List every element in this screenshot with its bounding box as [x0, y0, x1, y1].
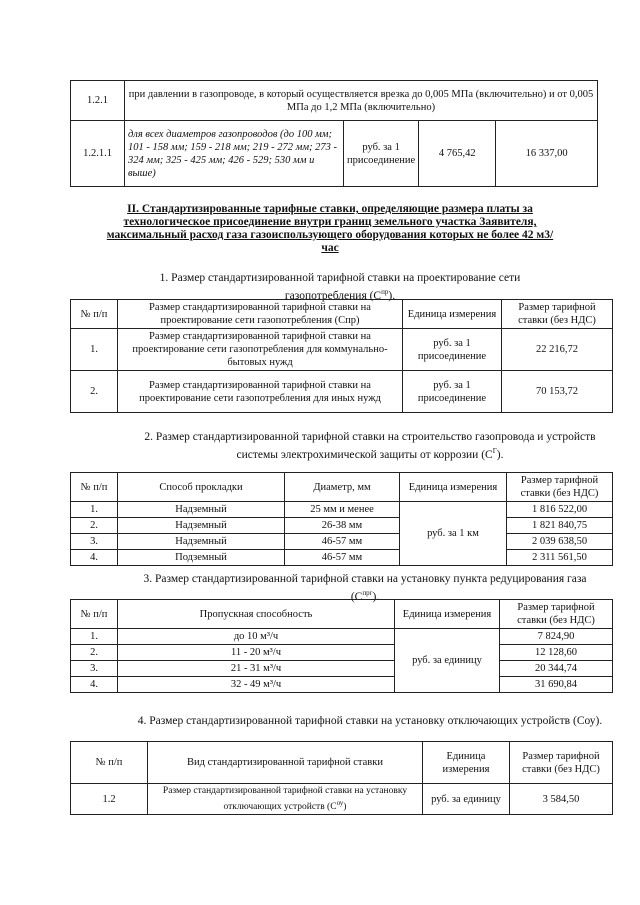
col-header-unit: Единица измерения — [423, 742, 510, 784]
table1-heading: 1. Размер стандартизированной тарифной ставки на проектирование сети газопотребления $(С^{пр})$. — [159, 272, 521, 302]
tariff-table-construction — [70, 472, 613, 566]
rate-cell: 2 039 638,50 — [507, 534, 613, 550]
rate-cell: 20 344,74 — [500, 661, 613, 677]
diameter-cell: 46-57 мм — [285, 550, 400, 566]
table-row — [71, 550, 613, 566]
col-header-num: № п/п — [71, 600, 118, 629]
col-header-rate: Размер тарифной ставки (без НДС) — [500, 600, 613, 629]
col-header-unit: Единица измерения — [395, 600, 500, 629]
col-header-type: Вид стандартизированной тарифной ставки — [148, 742, 423, 784]
row-number: 1.2 — [71, 784, 148, 815]
unit-cell: руб. за единицу — [395, 629, 500, 693]
capacity-cell: до 10 м³/ч — [118, 629, 395, 645]
row-number: 1. — [71, 502, 118, 518]
row-number: 3. — [71, 534, 118, 550]
table-row — [71, 661, 613, 677]
table-row — [71, 629, 613, 645]
row-number: 1. — [71, 629, 118, 645]
row-number: 2. — [71, 645, 118, 661]
table-header-row — [71, 473, 613, 502]
table-row — [71, 121, 598, 187]
row-number: 2. — [71, 518, 118, 534]
table-header-row — [71, 600, 613, 629]
row-description: для всех диаметров газопроводов (до 100 мм; 101 - 158 мм; 159 - 218 мм; 219 - 272 мм; 273 - 324 мм; 325 - 425 мм; 426 - 529; 530 мм и выше) — [125, 121, 344, 187]
col-header-num: № п/п — [71, 300, 118, 329]
row-number: 2. — [71, 371, 118, 413]
row-number: 1.2.1.1 — [71, 121, 125, 187]
rate-cell: 70 153,72 — [502, 371, 613, 413]
method-cell: Надземный — [118, 502, 285, 518]
col-header-name: Размер стандартизированной тарифной ставки на проектирование сети газопотребления (Спр) — [118, 300, 403, 329]
value-cell: 16 337,00 — [496, 121, 598, 187]
rate-cell: 1 816 522,00 — [507, 502, 613, 518]
value-cell: 4 765,42 — [419, 121, 496, 187]
col-header-unit: Единица измерения — [400, 473, 507, 502]
col-header-diameter: Диаметр, мм — [285, 473, 400, 502]
row-number: 1. — [71, 329, 118, 371]
rate-cell: 22 216,72 — [502, 329, 613, 371]
table-row — [71, 518, 613, 534]
tariff-table-top — [70, 80, 598, 187]
table-row — [71, 677, 613, 693]
unit-cell: руб. за 1 км — [400, 502, 507, 566]
unit-cell: руб. за 1 присоединение — [344, 121, 419, 187]
row-number: 4. — [71, 550, 118, 566]
col-header-method: Способ прокладки — [118, 473, 285, 502]
col-header-rate: Размер тарифной ставки (без НДС) — [502, 300, 613, 329]
diameter-cell: 25 мм и менее — [285, 502, 400, 518]
rate-cell: 12 128,60 — [500, 645, 613, 661]
row-name: Размер стандартизированной тарифной ставки на проектирование сети газопотребления для коммунально-бытовых нужд — [118, 329, 403, 371]
table-row — [71, 371, 613, 413]
capacity-cell: 11 - 20 м³/ч — [118, 645, 395, 661]
table2-heading: 2. Размер стандартизированной тарифной ставки на строительство газопровода и устройств системы электрохимической защиты от коррозии $(С^Г)$. — [144, 431, 596, 461]
method-cell: Надземный — [118, 534, 285, 550]
method-cell: Подземный — [118, 550, 285, 566]
rate-cell: 7 824,90 — [500, 629, 613, 645]
table3-heading: 3. Размер стандартизированной тарифной ставки на установку пункта редуцирования газа $(С^{прг})$. — [143, 573, 587, 603]
diameter-cell: 46-57 мм — [285, 534, 400, 550]
table4-heading: 4. Размер стандартизированной тарифной ставки на установку отключающих устройств (Соу). — [137, 715, 603, 727]
col-header-rate: Размер тарифной ставки (без НДС) — [510, 742, 613, 784]
table-row — [71, 329, 613, 371]
unit-cell: руб. за 1 присоединение — [403, 371, 502, 413]
unit-cell: руб. за 1 присоединение — [403, 329, 502, 371]
type-cell: Размер стандартизированной тарифной ставки на установку отключающих устройств $(С^{оу})$ — [148, 784, 423, 815]
rate-cell: 2 311 561,50 — [507, 550, 613, 566]
capacity-cell: 21 - 31 м³/ч — [118, 661, 395, 677]
col-header-unit: Единица измерения — [403, 300, 502, 329]
table-row — [71, 502, 613, 518]
rate-cell: 3 584,50 — [510, 784, 613, 815]
row-number: 1.2.1 — [71, 81, 125, 121]
table-row — [71, 645, 613, 661]
method-cell: Надземный — [118, 518, 285, 534]
tariff-table-reduction — [70, 599, 613, 693]
table-header-row — [71, 300, 613, 329]
diameter-cell: 26-38 мм — [285, 518, 400, 534]
table-header-row — [71, 742, 613, 784]
col-header-capacity: Пропускная способность — [118, 600, 395, 629]
tariff-table-design — [70, 299, 613, 413]
row-number: 4. — [71, 677, 118, 693]
row-name: Размер стандартизированной тарифной ставки на проектирование сети газопотребления для иных нужд — [118, 371, 403, 413]
col-header-num: № п/п — [71, 473, 118, 502]
rate-cell: 1 821 840,75 — [507, 518, 613, 534]
table-row — [71, 784, 613, 815]
rate-cell: 31 690,84 — [500, 677, 613, 693]
tariff-table-shutoff — [70, 741, 613, 815]
col-header-rate: Размер тарифной ставки (без НДС) — [507, 473, 613, 502]
capacity-cell: 32 - 49 м³/ч — [118, 677, 395, 693]
table-row — [71, 534, 613, 550]
table-row — [71, 81, 598, 121]
col-header-num: № п/п — [71, 742, 148, 784]
row-number: 3. — [71, 661, 118, 677]
unit-cell: руб. за единицу — [423, 784, 510, 815]
section-title: II. Стандартизированные тарифные ставки, определяющие размера платы за технологическое присоединение внутри границ земельного участка Заявителя, максимальный расход газа газоиспользующего оборудования которых не более 42 м3/час — [106, 203, 554, 254]
row-description: при давлении в газопроводе, в который осуществляется врезка до 0,005 МПа (включительно) и от 0,005 МПа до 1,2 МПа (включительно) — [125, 81, 598, 121]
